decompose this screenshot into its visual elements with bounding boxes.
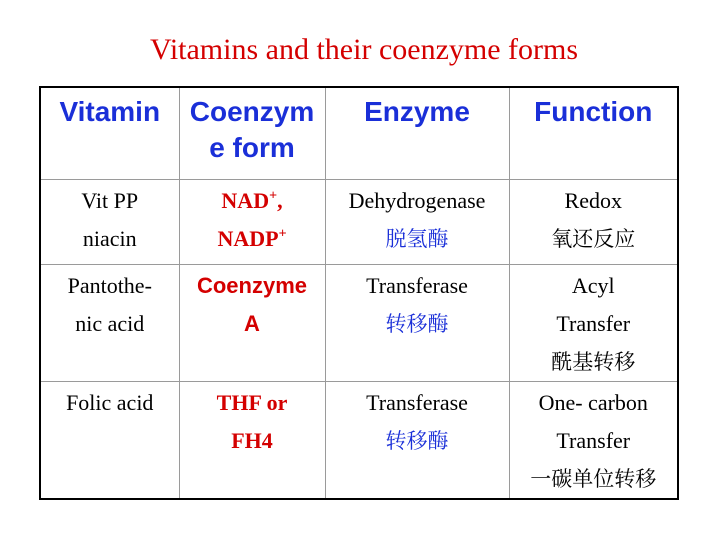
function-name-chinese: 酰基转移 [551, 349, 636, 374]
coenzyme-separator: , [277, 187, 283, 213]
header-coenzyme-line1: Coenzym [189, 96, 315, 127]
vitamin-coenzyme-table [39, 86, 679, 500]
vitamin-cell [40, 179, 179, 264]
coenzyme-cell [179, 179, 325, 264]
vitamin-name: Vit PP [81, 187, 139, 213]
coenzyme-nadp: NADP [217, 225, 279, 251]
coenzyme-nad: NAD [221, 187, 270, 213]
function-name: One- carbon [538, 389, 648, 415]
coenzyme-name: FH4 [231, 427, 273, 453]
coenzyme-nadp-charge: + [278, 226, 287, 242]
function-name: Transfer [556, 427, 631, 453]
enzyme-cell [325, 381, 509, 499]
vitamin-name: niacin [82, 225, 137, 251]
header-vitamin: Vitamin [40, 87, 179, 179]
vitamin-name: Pantothe- [67, 272, 152, 298]
enzyme-name: Transferase [366, 389, 468, 415]
vitamin-cell [40, 381, 179, 499]
enzyme-name-chinese: 转移酶 [385, 428, 449, 453]
vitamin-cell [40, 264, 179, 381]
enzyme-name-chinese: 脱氢酶 [385, 226, 449, 251]
enzyme-name-chinese: 转移酶 [385, 311, 449, 336]
coenzyme-name [180, 220, 325, 258]
header-coenzyme-line2: e form [209, 132, 295, 163]
coenzyme-name [180, 182, 325, 220]
vitamin-name: Folic acid [66, 389, 154, 415]
enzyme-cell [325, 264, 509, 381]
coenzyme-nad-charge: + [269, 188, 278, 204]
function-name: Redox [564, 187, 622, 213]
coenzyme-name: THF or [216, 389, 288, 415]
function-name-chinese: 一碳单位转移 [530, 466, 657, 491]
coenzyme-name: Coenzyme [196, 272, 308, 298]
function-name-chinese: 氧还反应 [551, 226, 636, 251]
table-row [40, 179, 678, 264]
table-row [40, 264, 678, 381]
function-cell [509, 264, 678, 381]
coenzyme-name: A [244, 310, 260, 336]
coenzyme-cell [179, 264, 325, 381]
enzyme-cell [325, 179, 509, 264]
coenzyme-cell [179, 381, 325, 499]
table-row [40, 381, 678, 499]
table-header-row [40, 87, 678, 179]
function-cell [509, 179, 678, 264]
vitamin-name: nic acid [75, 310, 145, 336]
function-name: Transfer [556, 310, 631, 336]
function-cell [509, 381, 678, 499]
function-name: Acyl [571, 272, 615, 298]
enzyme-name: Dehydrogenase [348, 187, 486, 213]
slide-title: Vitamins and their coenzyme forms [149, 33, 579, 66]
header-function: Function [509, 87, 678, 179]
enzyme-name: Transferase [366, 272, 468, 298]
header-coenzyme-form [179, 87, 325, 179]
header-enzyme: Enzyme [325, 87, 509, 179]
